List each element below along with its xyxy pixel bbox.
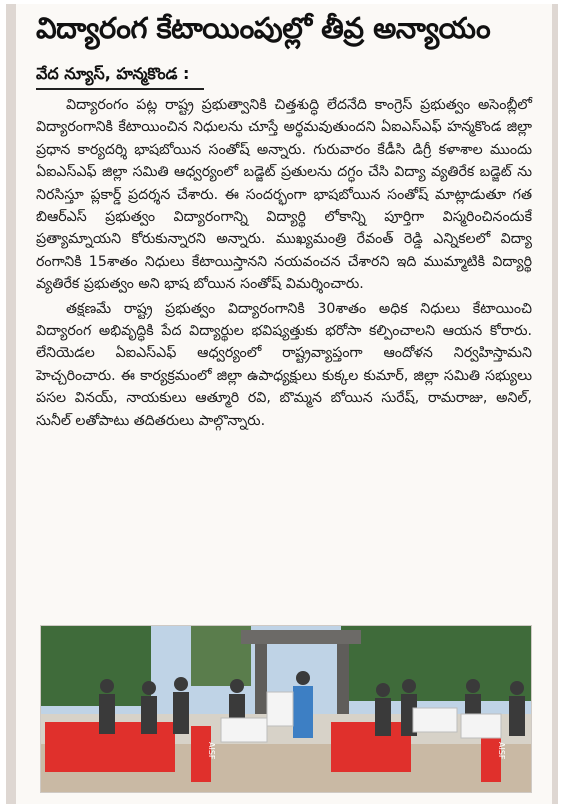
banner-label-left: AISF bbox=[207, 742, 216, 760]
headline: విద్యారంగ కేటాయింపుల్లో తీవ్ర అన్యాయం bbox=[36, 11, 491, 45]
tree-left bbox=[41, 626, 151, 706]
gate-arch bbox=[241, 630, 361, 644]
protest-photo bbox=[40, 625, 532, 793]
banner-label-right: AISF bbox=[497, 742, 506, 760]
dateline-rule bbox=[36, 88, 204, 90]
banner-center bbox=[331, 722, 411, 772]
gate-pillar-left bbox=[255, 644, 267, 714]
tree-right bbox=[341, 626, 531, 701]
gate-pillar-right bbox=[337, 644, 349, 714]
protest-scene-illustration bbox=[41, 626, 531, 792]
article-body bbox=[36, 94, 532, 434]
paragraph-2: తక్షణమే రాష్ట్ర ప్రభుత్వం విద్యారంగానికి 30శాతం అధిక నిధులు కేటాయించి విద్యారంగ అభివృద్ధికి పేద విద్యార్థుల భవిష్యత్తుకు భరోసా కల్పించాలని ఆయన కోరారు. లేనియెడల ఏఐఎస్ఎఫ్ ఆధ్వర్యంలో రాష్ట్రవ్యాప్తంగా ఆందోళన నిర్వహిస్తామని హెచ్చరించారు. ఈ కార్యక్రమంలో జిల్లా ఉపాధ్యక్షులు కుక్కల కుమార్, జిల్లా సమితి సభ్యులు పసల వినయ్, నాయకులు ఆత్మూరి రవి, బొమ్మన బోయిన సురేష్, రామరాజు, అనిల్, సునీల్ లతోపాటు తదితరులు పాల్గొన్నారు. bbox=[36, 300, 532, 429]
dateline: వేద న్యూస్, హన్మకొండ : bbox=[36, 64, 190, 83]
paragraph-1: విద్యారంగం పట్ల రాష్ట్ర ప్రభుత్వానికి చిత్తశుద్ధి లేదనేది కాంగ్రెస్ ప్రభుత్వం అసెంబ్లీలో విద్యారంగానికి కేటాయించిన నిధులను చూస్తే అర్థమవుతుందని ఏఐఎస్ఎఫ్ హన్మకొండ జిల్లా ప్రధాన కార్యదర్శి భాషబోయిన సంతోష్ అన్నారు. గురువారం కేడీసి డిగ్రీ కళాశాల ముందు ఏఐఎస్ఎఫ్ జిల్లా సమితి ఆధ్వర్యంలో బడ్జెట్ ప్రతులను దగ్ధం చేసి విద్యా వ్యతిరేక బడ్జెట్ ను నిరసిస్తూ ప్లకార్డ్ ప్రదర్శన చేశారు. ఈ సందర్భంగా భాషబోయిన సంతోష్ మాట్లాడుతూ గత బిఆర్ఎస్ ప్రభుత్వం విద్యారంగాన్ని విద్యార్థి లోకాన్ని పూర్తిగా విస్మరించినందుకే ప్రత్యామ్నాయని కోరుకున్నారని అన్నారు. ముఖ్యమంత్రి రేవంత్ రెడ్డి ఎన్నికలలో విద్యా రంగానికి 15శాతం నిధులు కేటాయిస్తానని నయవంచన చేశారని ఇది ముమ్మాటికి విద్యార్థి వ్యతిరేక ప్రభుత్వం అని భాష బోయిన సంతోష్ విమర్శించారు. bbox=[36, 97, 532, 293]
